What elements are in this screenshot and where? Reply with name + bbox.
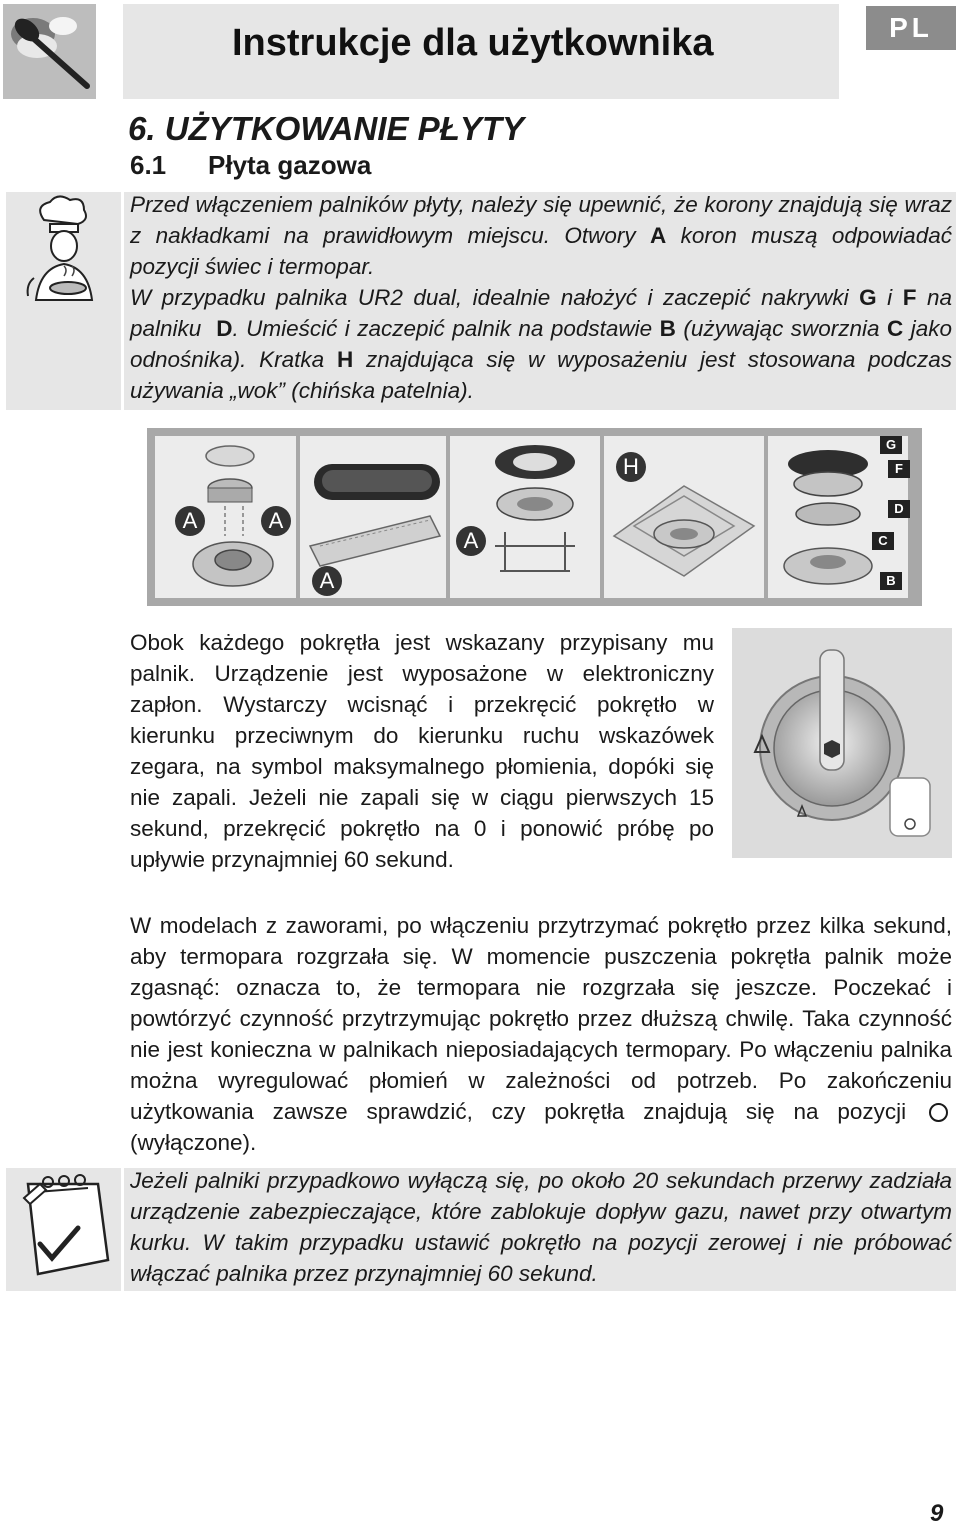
label-f: F xyxy=(888,460,910,478)
document-title: Instrukcje dla użytkownika xyxy=(232,22,714,64)
figure-panel-standard-burner xyxy=(155,436,296,598)
figure-panel-wok-grid xyxy=(604,436,764,598)
off-circle-icon xyxy=(929,1103,948,1122)
subsection-number: 6.1 xyxy=(130,150,167,180)
label-a-4: A xyxy=(456,526,486,556)
label-a-1: A xyxy=(175,506,205,536)
notepad-check-icon xyxy=(6,1168,121,1291)
chef-icon-panel xyxy=(6,192,121,410)
figure-panel-dual-burner xyxy=(768,436,908,598)
label-h: H xyxy=(616,452,646,482)
knob-illustration xyxy=(732,628,952,858)
figure-panel-fish-burner xyxy=(300,436,446,598)
chef-spoon-logo-icon xyxy=(3,4,96,99)
label-d: D xyxy=(888,500,910,518)
subsection-heading xyxy=(130,150,371,181)
page-number: 9 xyxy=(930,1500,944,1527)
label-a-3: A xyxy=(312,566,342,596)
section-heading: 6. UŻYTKOWANIE PŁYTY xyxy=(128,110,525,147)
valves-paragraph: W modelach z zaworami, po włączeniu przytrzymać pokrętło przez kilka sekund, aby termopara rozgrzała się. W momencie puszczenia pokrętła palnik może zgasnąć: oznacza to, że termopara nie rozgrzała się jeszcze. Poczekać i powtórzyć czynność przytrzymując pokrętło przez dłuższą chwilę. Taka czynność nie jest konieczna w palnikach nieposiadających termopary. Po włączeniu palnika można wyregulować płomień w zależności od potrzeb. Po zakończeniu użytkowania zawsze sprawdzić, czy pokrętła znajdują się na pozycji (wyłączone). xyxy=(130,913,952,1155)
intro-note-paragraph-1: Przed włączeniem palników płyty, należy się upewnić, że korony znajdują się wraz z nakładkami na prawidłowym miejscu. Otwory A koron muszą odpowiadać pozycji świec i termopar. xyxy=(130,192,952,279)
subsection-title: Płyta gazowa xyxy=(208,150,372,180)
label-g: G xyxy=(880,436,902,454)
label-a-2: A xyxy=(261,506,291,536)
notepad-icon-panel xyxy=(6,1168,121,1291)
burners-figure xyxy=(147,428,922,606)
label-b: B xyxy=(880,572,902,590)
figure-panel-triple-burner xyxy=(450,436,600,598)
chef-icon xyxy=(6,192,121,410)
safety-note-paragraph: Jeżeli palniki przypadkowo wyłączą się, po około 20 sekundach przerwy zadziała urządzenie zabezpieczające, które zablokuje dopływ gazu, nawet przy otwartym kurku. W takim przypadku ustawić pokrętło na pozycji zerowej i nie próbować włączać palnika przez przynajmniej 60 sekund. xyxy=(130,1168,952,1286)
label-c: C xyxy=(872,532,894,550)
language-badge: PL xyxy=(866,6,956,50)
intro-note-paragraph-2: W przypadku palnika UR2 dual, idealnie nałożyć i zaczepić nakrywki G i F na palniku D. Umieścić i zaczepić palnik na podstawie B (używając sworznia C jako odnośnika). Kratka H znajdująca się w wyposażeniu jest stosowana podczas używania „wok” (chińska patelnia). xyxy=(130,285,952,403)
knob-paragraph: Obok każdego pokrętła jest wskazany przypisany mu palnik. Urządzenie jest wyposażone w elektroniczny zapłon. Wystarczy wcisnąć i przekręcić pokrętło w kierunku przeciwnym do kierunku ruchu wskazówek zegara, na symbol maksymalnego płomienia, dopóki się nie zapali. Jeżeli nie zapali się w ciągu pierwszych 15 sekund, przekręcić pokrętło na 0 i ponowić próbę po upływie przynajmniej 60 sekund. xyxy=(130,630,714,872)
